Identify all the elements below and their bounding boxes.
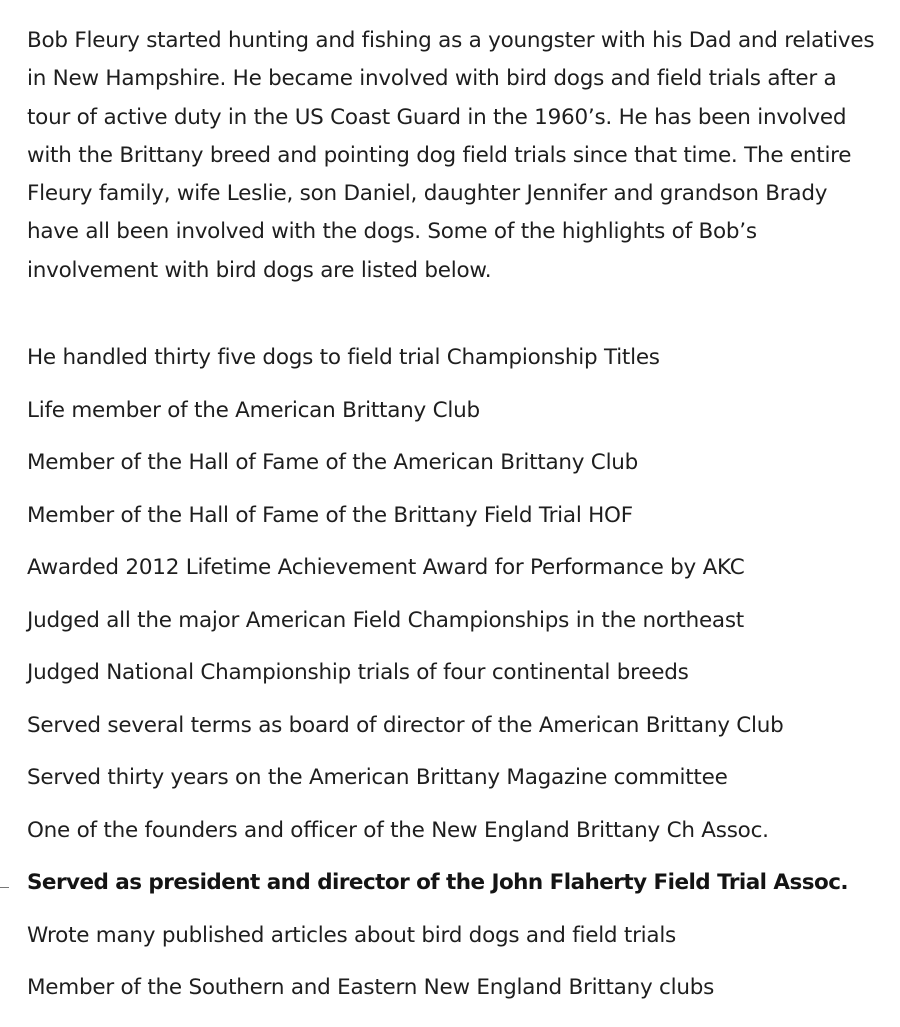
highlight-item: Life member of the American Brittany Club <box>27 397 480 423</box>
highlight-item: Member of the Hall of Fame of the American Brittany Club <box>27 450 639 475</box>
highlight-item: Awarded 2012 Lifetime Achievement Award for Performance by AKC <box>27 555 745 580</box>
highlight-item: One of the founders and officer of the New England Brittany Ch Assoc. <box>27 817 769 843</box>
highlight-item: Judged National Championship trials of four continental breeds <box>27 660 689 685</box>
highlight-item: Member of the Hall of Fame of the Brittany Field Trial HOF <box>27 502 633 528</box>
highlight-item: Served as president and director of the John Flaherty Field Trial Assoc. <box>27 870 849 895</box>
highlight-item: Wrote many published articles about bird dogs and field trials <box>27 922 677 948</box>
highlight-item: Served thirty years on the American Brittany Magazine committee <box>27 765 728 790</box>
highlight-item: Served several terms as board of director of the American Brittany Club <box>27 712 784 738</box>
highlight-item: Judged all the major American Field Championships in the northeast <box>27 607 744 633</box>
highlight-item: Member of the Southern and Eastern New England Brittany clubs <box>27 975 715 1000</box>
highlight-item: He handled thirty five dogs to field trial Championship Titles <box>27 345 660 370</box>
intro-paragraph: Bob Fleury started hunting and fishing as a youngster with his Dad and relatives in New Hampshire. He became involved with bird dogs and field trials after a tour of active duty in the US Coast Guard in the 1960’s. He has been involved with the Brittany breed and pointing dog field trials since that time. The entire Fleury family, wife Leslie, son Daniel, daughter Jennifer and grandson Brady have all been involved with the dogs. Some of the highlights of Bob’s involvement with bird dogs are listed below. <box>27 28 875 283</box>
scan-mark <box>0 887 9 888</box>
highlights-list <box>27 340 887 1023</box>
